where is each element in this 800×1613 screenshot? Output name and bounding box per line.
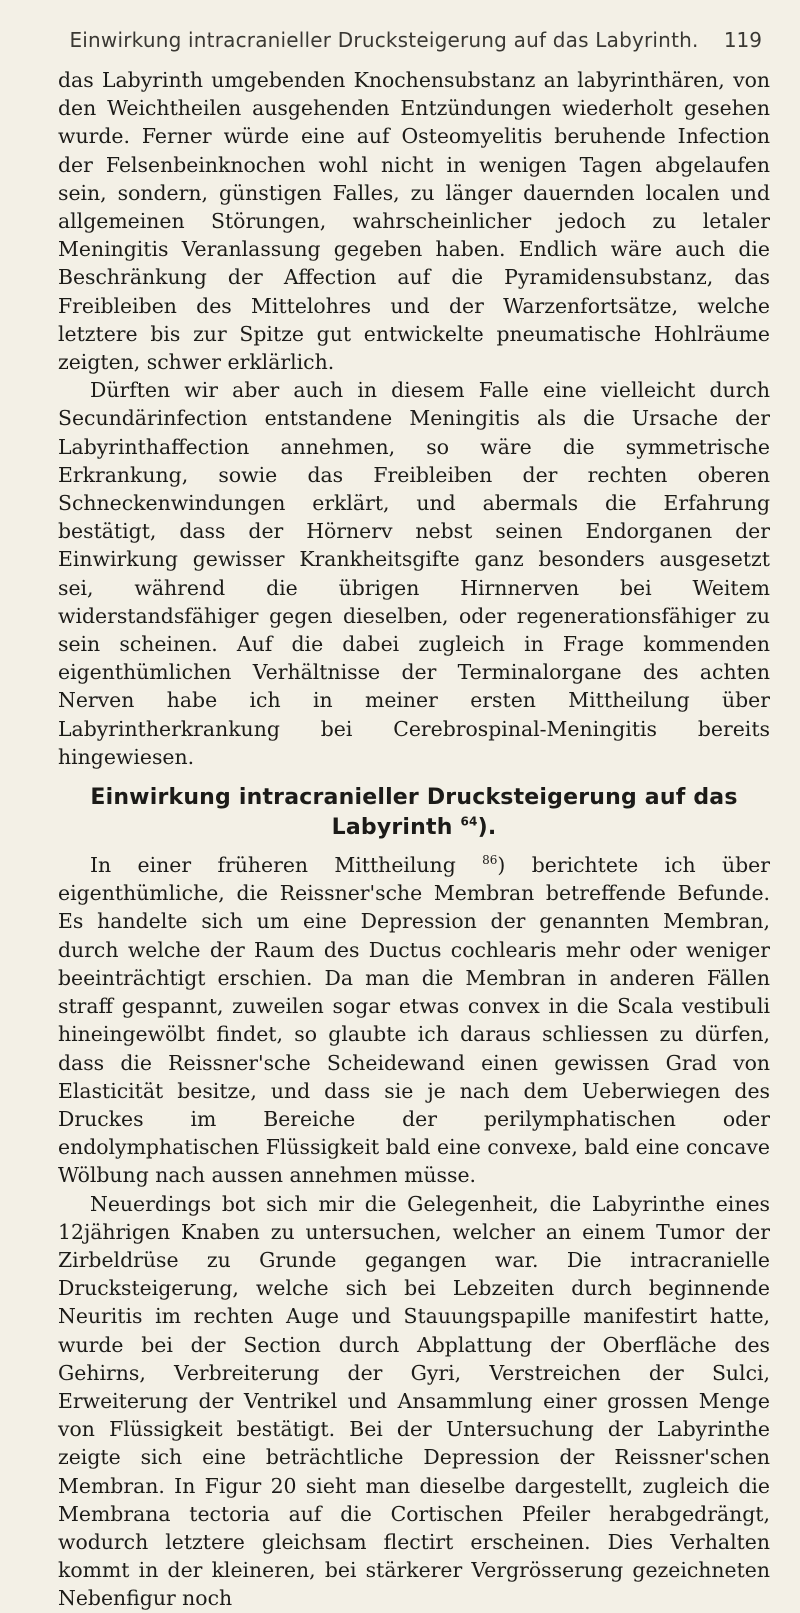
- paragraph-continuation: das Labyrinth umgebenden Knochensubstanz an labyrinthären, von den Weichtheilen ausgehenden Entzündungen wiederholt gesehen wurde. Ferner würde eine auf Osteomyelitis beruhende Infection der Felsenbeinknochen wohl nicht in wenigen Tagen abgelaufen sein, sondern, günstigen Falles, zu länger dauernden localen und allgemeinen Störungen, wahrscheinlicher jedoch zu letaler Meningitis Veranlassung gegeben haben. Endlich wäre auch die Beschränkung der Affection auf die Pyramidensubstanz, das Freibleiben des Mittelohres und der Warzenfortsätze, welche letztere bis zur Spitze gut entwickelte pneumatische Hohlräume zeigten, schwer erklärlich.: [58, 68, 770, 375]
- running-title: Einwirkung intracranieller Drucksteigerung auf das Labyrinth.: [69, 28, 699, 52]
- section-footnote-ref: 64: [460, 814, 478, 829]
- page-number: 119: [723, 28, 762, 52]
- body-text: [58, 66, 770, 1613]
- paragraph-reissner-membrane: [58, 851, 770, 1189]
- section-title: Einwirkung intracranieller Drucksteigerung auf das Labyrinth: [90, 785, 738, 841]
- footnote-ref: 86: [482, 853, 498, 868]
- paragraph-meningitis: Dürften wir aber auch in diesem Falle eine vielleicht durch Secundärinfection entstandene Meningitis als die Ursache der Labyrinthaffection annehmen, so wäre die symmetrische Erkrankung, sowie das Freibleiben der rechten oberen Schneckenwindungen erklärt, und abermals die Erfahrung bestätigt, dass der Hörnerv nebst seinen Endorganen der Einwirkung gewisser Krankheitsgifte ganz besonders ausgesetzt sei, während die übrigen Hirnnerven bei Weitem widerstandsfähiger gegen dieselben, oder regenerationsfähiger zu sein scheinen. Auf die dabei zugleich in Frage kommenden eigenthümlichen Verhältnisse der Terminalorgane des achten Nerven habe ich in meiner ersten Mittheilung über Labyrintherkrankung bei Cerebrospinal-Meningitis bereits hingewiesen.: [58, 378, 770, 769]
- paragraph-text-start: In einer früheren Mittheilung: [90, 853, 456, 878]
- paragraph-text-rest: ) berichtete ich über eigenthümliche, die Reissner'sche Membran betreffende Befunde. Es handelte sich um eine Depression der genannten Membran, durch welche der Raum des Ductus cochlearis mehr oder weniger beeinträchtigt erschien. Da man die Membran in anderen Fällen straff gespannt, zuweilen sogar etwas convex in die Scala vestibuli hineingewölbt findet, so glaubte ich daraus schliessen zu dürfen, dass die Reissner'sche Scheidewand einen gewissen Grad von Elasticität besitze, und dass sie je nach dem Ueberwiegen des Druckes im Bereiche der perilymphatischen oder endolymphatischen Flüssigkeit bald eine convexe, bald eine concave Wölbung nach aussen annehmen müsse.: [58, 853, 771, 1188]
- running-head: [58, 26, 770, 66]
- section-title-end: ).: [477, 815, 497, 841]
- paragraph-case-report: Neuerdings bot sich mir die Gelegenheit, die Labyrinthe eines 12jährigen Knaben zu untersuchen, welcher an einem Tumor der Zirbeldrüse zu Grunde gegangen war. Die intracranielle Drucksteigerung, welche sich bei Lebzeiten durch beginnende Neuritis im rechten Auge und Stauungspapille manifestirt hatte, wurde bei der Section durch Abplattung der Oberfläche des Gehirns, Verbreiterung der Gyri, Verstreichen der Sulci, Erweiterung der Ventrikel und Ansammlung einer grossen Menge von Flüssigkeit bestätigt. Bei der Untersuchung der Labyrinthe zeigte sich eine beträchtliche Depression der Reissner'schen Membran. In Figur 20 sieht man dieselbe dargestellt, zugleich die Membrana tectoria auf die Cortischen Pfeiler herabgedrängt, wodurch letztere gleichsam flectirt erscheinen. Dies Verhalten kommt in der kleineren, bei stärkerer Vergrösserung gezeichneten Nebenfigur noch: [58, 1191, 770, 1611]
- section-heading: [58, 783, 770, 843]
